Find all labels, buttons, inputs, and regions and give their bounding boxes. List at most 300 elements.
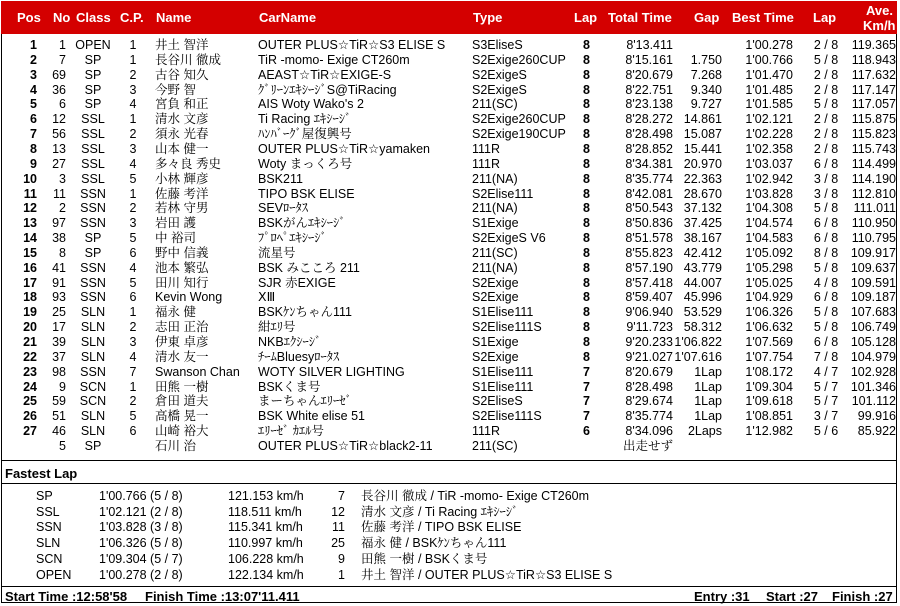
cell-gap: 58.312	[683, 320, 722, 335]
cell-lap: 8	[583, 141, 590, 156]
result-row	[0, 142, 900, 157]
cell-lap: 7	[583, 394, 590, 409]
cell-car: TIPO BSK ELISE	[258, 186, 355, 201]
cell-ave: 107.683	[850, 305, 896, 320]
cell-no: 38	[52, 231, 66, 246]
cell-class: SP	[84, 231, 102, 246]
fastest-no: 25	[331, 536, 345, 551]
cell-name: 高橋 晃一	[155, 409, 209, 424]
fastest-class: SSL	[36, 504, 60, 519]
cell-type: S1Exige	[472, 216, 519, 231]
cell-ave: 105.128	[850, 335, 896, 349]
cell-car: SJR 赤EXIGE	[258, 275, 336, 290]
cell-pos: 4	[30, 82, 37, 97]
cell-cp: 1	[129, 38, 137, 52]
fastest-speed: 106.228 km/h	[228, 551, 304, 566]
cell-bestlap: 6 / 8	[813, 290, 839, 305]
cell-total: 8'29.674	[625, 394, 673, 409]
result-row	[0, 276, 900, 291]
cell-lap: 8	[583, 216, 590, 231]
cell-type: S1Elise111	[472, 305, 534, 320]
cell-name: 長谷川 徹成	[155, 52, 221, 67]
result-row	[0, 409, 900, 424]
fastest-lap-row	[0, 520, 900, 535]
cell-gap: 1'06.822	[674, 335, 722, 349]
cell-pos: 15	[23, 245, 37, 260]
cell-lap: 8	[583, 290, 590, 305]
cell-pos: 5	[30, 97, 37, 112]
cell-ave: 106.749	[850, 320, 896, 335]
cell-name: 山本 健一	[155, 141, 209, 156]
cell-lap: 8	[583, 82, 590, 97]
cell-bestlap: 7 / 8	[813, 349, 839, 364]
cell-no: 27	[52, 156, 66, 171]
col-cp: C.P.	[120, 10, 144, 25]
cell-gap: 38.167	[683, 231, 722, 246]
cell-total: 9'21.027	[625, 349, 673, 364]
cell-ave: 85.922	[857, 424, 896, 439]
cell-lap: 8	[583, 260, 590, 275]
cell-total: 9'11.723	[626, 320, 673, 335]
cell-name: 宮負 和正	[155, 97, 209, 112]
cell-car: 紺ｴﾘ号	[258, 320, 296, 335]
cell-ave: 99.916	[857, 409, 896, 424]
cell-lap: 8	[583, 305, 590, 320]
cell-ave: 115.743	[851, 141, 896, 156]
cell-lap: 8	[583, 127, 590, 142]
cell-bestlap: 3 / 7	[813, 409, 839, 424]
cell-car: AEAST☆TiR☆EXIGE-S	[258, 67, 392, 82]
cell-bestlap: 5 / 8	[813, 260, 839, 275]
cell-pos: 10	[23, 171, 37, 186]
cell-type: S2Exige	[472, 349, 519, 364]
fastest-no: 12	[331, 504, 345, 519]
cell-best: 1'02.228	[745, 127, 793, 142]
cell-total: 8'42.081	[625, 186, 673, 201]
cell-total: 9'20.233	[625, 335, 673, 349]
cell-ave: 101.346	[850, 379, 896, 394]
cell-lap: 7	[583, 364, 590, 379]
cell-car: ⅩⅢ	[258, 290, 276, 305]
cell-bestlap: 6 / 8	[813, 156, 839, 171]
cell-no: 3	[59, 171, 66, 186]
cell-no: 37	[52, 349, 66, 364]
result-row	[0, 246, 900, 261]
cell-pos: 19	[23, 305, 37, 320]
cell-total: 8'35.774	[625, 409, 673, 424]
cell-pos: 25	[23, 394, 37, 409]
divider	[1, 460, 897, 461]
fastest-speed: 121.153 km/h	[228, 489, 304, 503]
cell-class: SSN	[80, 260, 106, 275]
result-row	[0, 305, 900, 320]
cell-class: SSN	[80, 186, 106, 201]
cell-best: 1'06.632	[745, 320, 793, 335]
cell-bestlap: 2 / 8	[813, 127, 839, 142]
cell-no: 36	[52, 82, 66, 97]
cell-ave: 111.011	[853, 201, 896, 216]
result-row	[0, 127, 900, 142]
cell-cp: 2	[129, 67, 137, 82]
cell-total: 8'59.407	[625, 290, 673, 305]
cell-gap: 20.970	[683, 156, 722, 171]
cell-cp: 1	[129, 52, 137, 67]
cell-pos: 13	[23, 216, 37, 231]
fastest-time: 1'02.121 (2 / 8)	[99, 504, 183, 519]
cell-gap: 37.425	[683, 216, 722, 231]
cell-class: SP	[84, 438, 102, 453]
cell-type: 111R	[472, 424, 501, 439]
fastest-lap-row	[0, 505, 900, 520]
cell-gap: 1.750	[690, 52, 722, 67]
result-row	[0, 172, 900, 187]
result-row	[0, 216, 900, 231]
cell-name: 岩田 護	[155, 216, 196, 231]
cell-best: 1'05.298	[745, 260, 793, 275]
fastest-time: 1'00.766 (5 / 8)	[99, 489, 183, 503]
cell-lap: 8	[583, 186, 590, 201]
cell-cp: 4	[129, 349, 137, 364]
cell-type: 111R	[472, 156, 501, 171]
cell-total: 8'55.823	[625, 245, 673, 260]
cell-name: Kevin Wong	[155, 290, 223, 305]
cell-gap: 7.268	[690, 67, 722, 82]
cell-car: BSKｹﾝちゃん111	[258, 305, 353, 320]
cell-lap: 8	[583, 231, 590, 246]
fastest-lap-row	[0, 552, 900, 567]
cell-bestlap: 2 / 8	[813, 82, 839, 97]
cell-car: WOTY SILVER LIGHTING	[258, 364, 405, 379]
cell-pos: 20	[23, 320, 37, 335]
start-count: Start :27	[766, 589, 819, 604]
result-row	[0, 201, 900, 216]
cell-bestlap: 4 / 8	[813, 275, 839, 290]
cell-cp: 4	[129, 260, 137, 275]
cell-ave: 109.637	[850, 260, 896, 275]
cell-ave: 109.187	[850, 290, 896, 305]
result-row	[0, 380, 900, 395]
cell-name: 野中 信義	[155, 245, 209, 260]
cell-best: 1'06.326	[745, 305, 793, 320]
cell-cp: 5	[129, 275, 137, 290]
cell-car: BSKがんｴｷｼｰｼﾞ	[258, 216, 346, 231]
cell-name: 井土 智洋	[155, 38, 209, 52]
cell-gap: 42.412	[683, 245, 722, 260]
cell-type: 211(NA)	[472, 260, 518, 275]
cell-cp: 1	[129, 305, 137, 320]
cell-bestlap: 5 / 8	[813, 305, 839, 320]
cell-name: 小林 輝彦	[155, 171, 209, 186]
fastest-speed: 115.341 km/h	[228, 520, 303, 535]
cell-bestlap: 5 / 8	[813, 320, 839, 335]
cell-gap: 44.007	[683, 275, 722, 290]
cell-bestlap: 5 / 6	[813, 424, 839, 439]
cell-no: 1	[59, 38, 66, 52]
result-row	[0, 38, 900, 53]
cell-cp: 6	[129, 290, 137, 305]
cell-no: 98	[52, 364, 66, 379]
cell-total: 8'57.418	[625, 275, 673, 290]
cell-gap: 9.340	[690, 82, 722, 97]
cell-car: ﾁｰﾑBluesyﾛｰﾀｽ	[258, 349, 340, 364]
cell-ave: 115.823	[851, 127, 896, 142]
cell-pos: 22	[23, 349, 37, 364]
cell-cp: 4	[129, 156, 137, 171]
cell-car: 流星号	[258, 245, 296, 260]
fastest-time: 1'03.828 (3 / 8)	[99, 520, 183, 535]
cell-ave: 110.795	[851, 231, 896, 246]
cell-car: BSK White elise 51	[258, 409, 365, 424]
col-car: CarName	[259, 10, 317, 25]
cell-cp: 3	[129, 141, 137, 156]
results-header	[1, 1, 897, 34]
cell-best: 1'00.766	[745, 52, 793, 67]
cell-no: 11	[53, 186, 66, 201]
cell-car: ｴﾘｰｾﾞ ｶｴﾙ号	[258, 424, 324, 439]
cell-pos: 12	[23, 201, 37, 216]
cell-no: 56	[52, 127, 66, 142]
cell-type: S2ExigeS V6	[472, 231, 546, 246]
cell-bestlap: 2 / 8	[813, 67, 839, 82]
cell-total: 8'23.138	[625, 97, 673, 112]
cell-class: SLN	[80, 320, 106, 335]
cell-bestlap: 2 / 8	[813, 38, 839, 52]
cell-ave: 109.591	[850, 275, 896, 290]
cell-name: 若林 守男	[155, 201, 209, 216]
cell-type: 111R	[472, 141, 501, 156]
cell-type: S2Exige	[472, 290, 519, 305]
cell-gap: 14.861	[683, 112, 722, 127]
cell-cp: 2	[129, 394, 137, 409]
col-lap: Lap	[574, 10, 598, 25]
fastest-time: 1'09.304 (5 / 7)	[99, 551, 183, 566]
cell-type: S2Exige	[472, 275, 519, 290]
cell-lap: 8	[583, 156, 590, 171]
cell-class: SP	[84, 52, 102, 67]
cell-class: OPEN	[75, 38, 111, 52]
cell-bestlap: 5 / 8	[813, 201, 839, 216]
cell-no: 13	[52, 141, 66, 156]
result-row	[0, 365, 900, 380]
result-row	[0, 231, 900, 246]
cell-class: SSL	[81, 141, 105, 156]
cell-best: 1'12.982	[745, 424, 793, 439]
cell-gap: 22.363	[683, 171, 722, 186]
cell-best: 1'08.851	[745, 409, 793, 424]
result-row	[0, 350, 900, 365]
cell-pos: 14	[23, 231, 37, 246]
cell-name: 中 裕司	[155, 231, 196, 246]
cell-class: SP	[84, 245, 102, 260]
cell-type: S2Exige260CUP	[472, 112, 566, 127]
col-best: Best Time	[732, 10, 794, 25]
cell-best: 1'02.358	[745, 141, 793, 156]
cell-cp: 3	[129, 216, 137, 231]
cell-car: NKBｴｸｼｰｼﾞ	[258, 335, 322, 349]
cell-best: 1'04.929	[745, 290, 793, 305]
cell-type: 211(NA)	[472, 201, 518, 216]
cell-class: SSN	[80, 290, 106, 305]
cell-total: 8'15.161	[625, 52, 673, 67]
cell-car: SEVﾛｰﾀｽ	[258, 201, 309, 216]
cell-car: OUTER PLUS☆TiR☆yamaken	[258, 141, 430, 156]
fastest-class: OPEN	[36, 567, 72, 582]
cell-total: 8'13.411	[626, 38, 673, 52]
cell-gap: 15.087	[683, 127, 722, 142]
fastest-time: 1'06.326 (5 / 8)	[99, 536, 183, 551]
cell-name: 須永 光春	[155, 127, 209, 142]
result-row	[0, 68, 900, 83]
fastest-time: 1'00.278 (2 / 8)	[99, 567, 183, 582]
start-time: Start Time :12:58'58	[5, 589, 128, 604]
cell-ave: 110.950	[851, 216, 896, 231]
fastest-lap-row	[0, 568, 900, 583]
result-row	[0, 424, 900, 439]
fastest-lap-row	[0, 489, 900, 504]
cell-car: BSK211	[258, 171, 303, 186]
cell-ave: 109.917	[850, 245, 896, 260]
cell-no: 2	[59, 201, 66, 216]
cell-type: S2Elise111S	[472, 409, 542, 424]
cell-car: TiR -momo- Exige CT260m	[258, 52, 410, 67]
cell-ave: 104.979	[850, 349, 896, 364]
cell-bestlap: 5 / 7	[813, 379, 839, 394]
cell-type: S2Elise111	[472, 186, 534, 201]
cell-pos: 2	[30, 52, 37, 67]
result-row	[0, 335, 900, 350]
cell-cp: 3	[129, 335, 137, 349]
cell-lap: 8	[583, 67, 590, 82]
fastest-driver: 清水 文彦 / Ti Racing ｴｷｼｰｼﾞ	[361, 504, 519, 519]
cell-pos: 6	[30, 112, 37, 127]
cell-name: 伊東 卓彦	[155, 335, 209, 349]
fastest-lap-row	[0, 536, 900, 551]
cell-car: ﾊﾝﾊﾞｰｸﾞ屋復興号	[258, 127, 352, 142]
cell-car: Ti Racing ｴｷｼｰｼﾞ	[258, 112, 352, 127]
cell-bestlap: 2 / 8	[813, 141, 839, 156]
cell-type: S2Exige190CUP	[472, 127, 566, 142]
cell-name: 田熊 一樹	[155, 379, 209, 394]
cell-ave: 112.810	[851, 186, 896, 201]
cell-class: SSL	[81, 171, 105, 186]
cell-name: 志田 正治	[155, 320, 209, 335]
cell-gap: 43.779	[683, 260, 722, 275]
cell-pos: 7	[30, 127, 37, 142]
cell-lap: 8	[583, 245, 590, 260]
cell-total: 8'50.543	[625, 201, 673, 216]
cell-name: 倉田 道夫	[155, 394, 209, 409]
cell-ave: 119.365	[851, 38, 896, 52]
cell-best: 1'01.470	[745, 67, 793, 82]
cell-gap: 15.441	[683, 141, 722, 156]
cell-car: AIS Woty Wako's 2	[258, 97, 364, 112]
cell-no: 41	[52, 260, 66, 275]
fastest-class: SP	[36, 489, 53, 503]
cell-class: SSN	[80, 216, 106, 231]
cell-cp: 5	[129, 171, 137, 186]
col-no: No	[53, 10, 71, 25]
cell-best: 1'05.025	[745, 275, 793, 290]
cell-name: 福永 健	[155, 305, 196, 320]
cell-gap: 2Laps	[687, 424, 722, 439]
cell-type: 211(SC)	[472, 245, 518, 260]
fastest-speed: 118.511 km/h	[228, 504, 302, 519]
finish-time: Finish Time :13:07'11.411	[145, 589, 300, 604]
cell-best: 1'02.942	[745, 171, 793, 186]
cell-lap: 8	[583, 171, 590, 186]
cell-name: Swanson Chan	[155, 364, 240, 379]
cell-total: 8'35.774	[625, 171, 673, 186]
cell-bestlap: 4 / 7	[813, 364, 839, 379]
col-ave2: Km/h	[863, 18, 896, 33]
col-total: Total Time	[608, 10, 672, 25]
cell-pos: 9	[30, 156, 37, 171]
col-pos: Pos	[17, 10, 41, 25]
cell-best: 1'04.574	[745, 216, 793, 231]
cell-type: S2ExigeS	[472, 67, 527, 82]
cell-gap: 1'07.616	[674, 349, 722, 364]
cell-ave: 114.499	[851, 156, 896, 171]
cell-car: OUTER PLUS☆TiR☆black2-11	[258, 438, 433, 453]
cell-pos: 18	[23, 290, 37, 305]
cell-cp: 4	[129, 97, 137, 112]
cell-class: SSL	[81, 112, 105, 127]
cell-pos: 1	[30, 38, 37, 52]
cell-class: SSL	[81, 156, 105, 171]
cell-car: まーちゃんｴﾘｰｾﾞ	[258, 394, 352, 409]
cell-type: S2ExigeS	[472, 82, 527, 97]
result-row	[0, 53, 900, 68]
cell-best: 1'02.121	[745, 112, 793, 127]
fastest-speed: 110.997 km/h	[228, 536, 303, 551]
fastest-class: SLN	[36, 536, 61, 551]
cell-cp: 6	[129, 245, 137, 260]
cell-bestlap: 5 / 7	[813, 394, 839, 409]
cell-no: 46	[52, 424, 66, 439]
cell-best: 1'01.585	[745, 97, 793, 112]
cell-lap: 8	[583, 320, 590, 335]
cell-name: 田川 知行	[155, 275, 209, 290]
cell-type: S2Exige260CUP	[472, 52, 566, 67]
cell-pos: 26	[23, 409, 37, 424]
cell-best: 1'08.172	[745, 364, 793, 379]
cell-total: 8'20.679	[625, 364, 673, 379]
cell-no: 93	[52, 290, 66, 305]
cell-gap: 28.670	[683, 186, 722, 201]
cell-type: S1Exige	[472, 335, 519, 349]
cell-cp: 2	[129, 320, 137, 335]
cell-total: 8'28.272	[625, 112, 673, 127]
result-row	[0, 261, 900, 276]
cell-class: SP	[84, 82, 102, 97]
cell-pos: 11	[23, 186, 37, 201]
cell-lap: 8	[583, 38, 590, 52]
cell-bestlap: 3 / 8	[813, 186, 839, 201]
cell-pos: 24	[23, 379, 37, 394]
entry-count: Entry :31	[694, 589, 750, 604]
cell-pos: 21	[23, 335, 37, 349]
cell-type: S3EliseS	[472, 38, 523, 52]
cell-lap: 8	[583, 335, 590, 349]
divider	[1, 586, 897, 587]
cell-total: 8'22.751	[625, 82, 673, 97]
fastest-class: SSN	[36, 520, 62, 535]
cell-type: 211(NA)	[472, 171, 518, 186]
cell-total: 8'20.679	[625, 67, 673, 82]
cell-name: 山崎 裕大	[155, 424, 209, 439]
cell-no: 12	[52, 112, 66, 127]
cell-lap: 8	[583, 112, 590, 127]
